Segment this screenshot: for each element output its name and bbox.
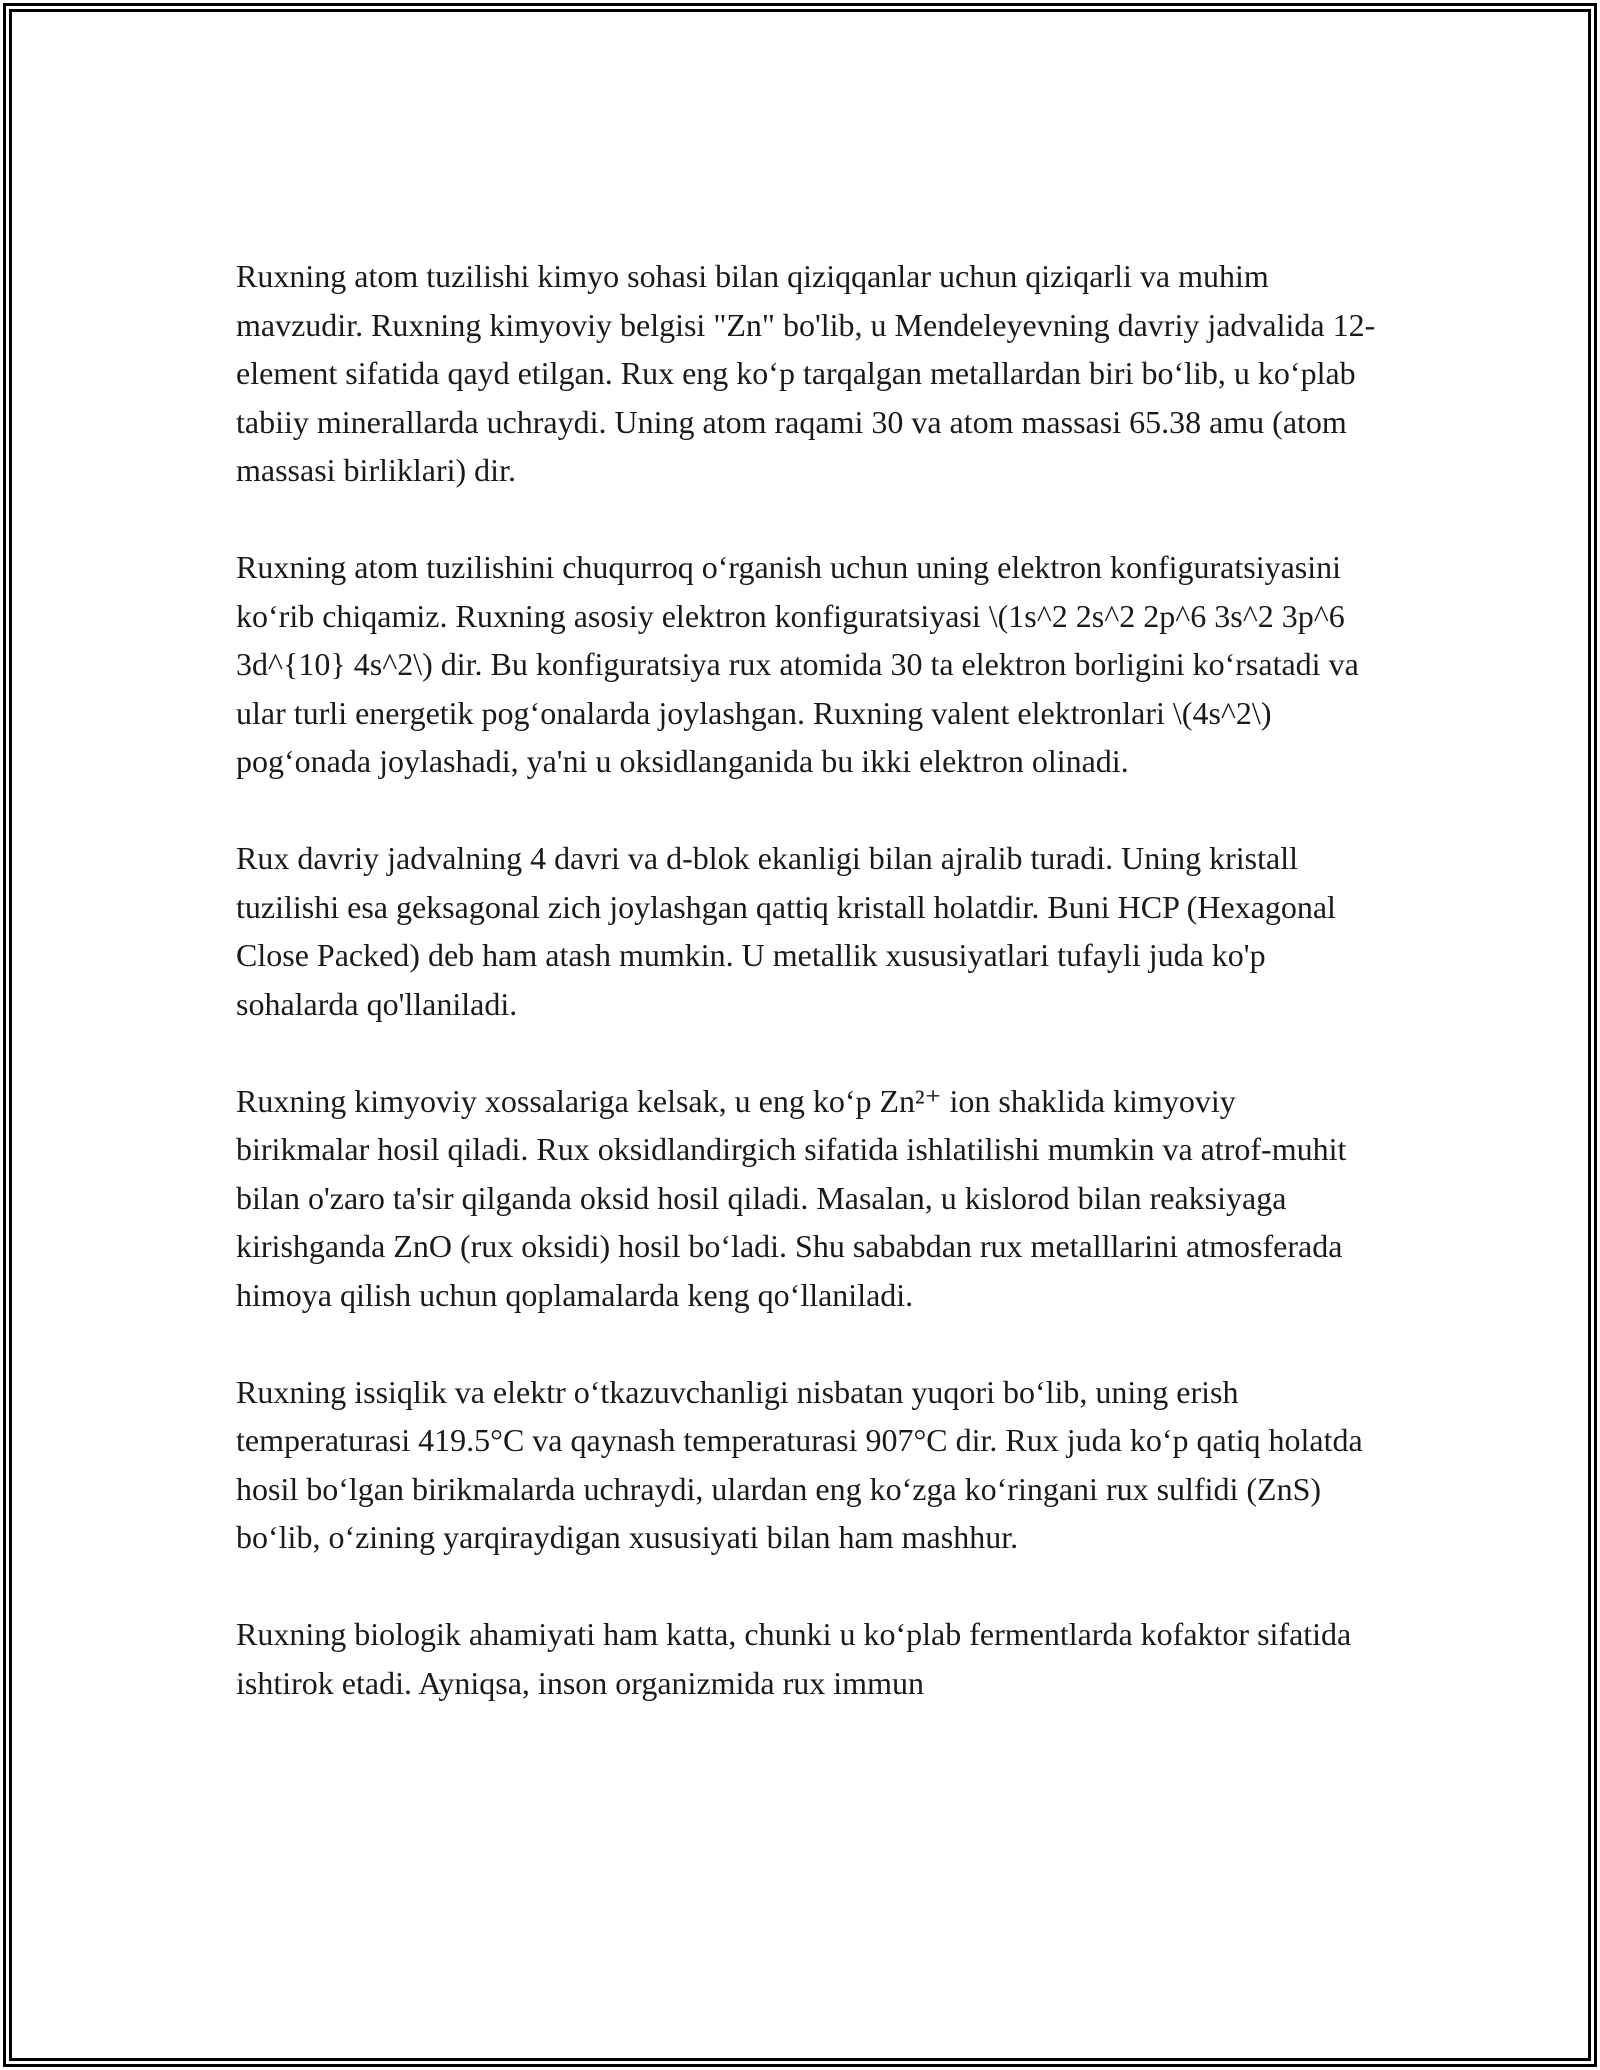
paragraph-6: Ruxning biologik ahamiyati ham katta, chunki u ko‘plab fermentlarda kofaktor sifatida ishtirok etadi. Ayniqsa, inson organizmida rux immun <box>236 1616 1352 1701</box>
paragraph-1: Ruxning atom tuzilishi kimyo sohasi bilan qiziqqanlar uchun qiziqarli va muhim mavzudir. Ruxning kimyoviy belgisi "Zn" bo'lib, u Mendeleyevning davriy jadvalida 12-element sifatida qayd etilgan. Rux eng ko‘p tarqalgan metallardan biri bo‘lib, u ko‘plab tabiiy minerallarda uchraydi. Uning atom raqami 30 va atom massasi 65.38 amu (atom massasi birliklari) dir. <box>236 258 1376 488</box>
paragraph-4: Ruxning kimyoviy xossalariga kelsak, u eng ko‘p Zn²⁺ ion shaklida kimyoviy birikmalar hosil qiladi. Rux oksidlandirgich sifatida ishlatilishi mumkin va atrof-muhit bilan o'zaro ta'sir qilganda oksid hosil qiladi. Masalan, u kislorod bilan reaksiyaga kirishganda ZnO (rux oksidi) hosil bo‘ladi. Shu sababdan rux metalllarini atmosferada himoya qilish uchun qoplamalarda keng qo‘llaniladi. <box>236 1082 1347 1313</box>
document-body <box>236 252 1376 1707</box>
paragraph-2: Ruxning atom tuzilishini chuqurroq o‘rganish uchun uning elektron konfiguratsiyasini ko‘rib chiqamiz. Ruxning asosiy elektron konfiguratsiyasi \(1s^2 2s^2 2p^6 3s^2 3p^6 3d^{10} 4s^2\) dir. Bu konfiguratsiya rux atomida 30 ta elektron borligini ko‘rsatadi va ular turli energetik pog‘onalarda joylashgan. Ruxning valent elektronlari \(4s^2\) pog‘onada joylashadi, ya'ni u oksidlanganida bu ikki elektron olinadi. <box>236 549 1359 779</box>
paragraph-5: Ruxning issiqlik va elektr o‘tkazuvchanligi nisbatan yuqori bo‘lib, uning erish temperaturasi 419.5°C va qaynash temperaturasi 907°C dir. Rux juda ko‘p qatiq holatda hosil bo‘lgan birikmalarda uchraydi, ulardan eng ko‘zga ko‘ringani rux sulfidi (ZnS) bo‘lib, o‘zining yarqiraydigan xususiyati bilan ham mashhur. <box>236 1373 1363 1555</box>
paragraph-3: Rux davriy jadvalning 4 davri va d-blok ekanligi bilan ajralib turadi. Uning kristall tuzilishi esa geksagonal zich joylashgan qattiq kristall holatdir. Buni HCP (Hexagonal Close Packed) deb ham atash mumkin. U metallik xususiyatlari tufayli juda ko'p sohalarda qo'llaniladi. <box>236 840 1336 1022</box>
